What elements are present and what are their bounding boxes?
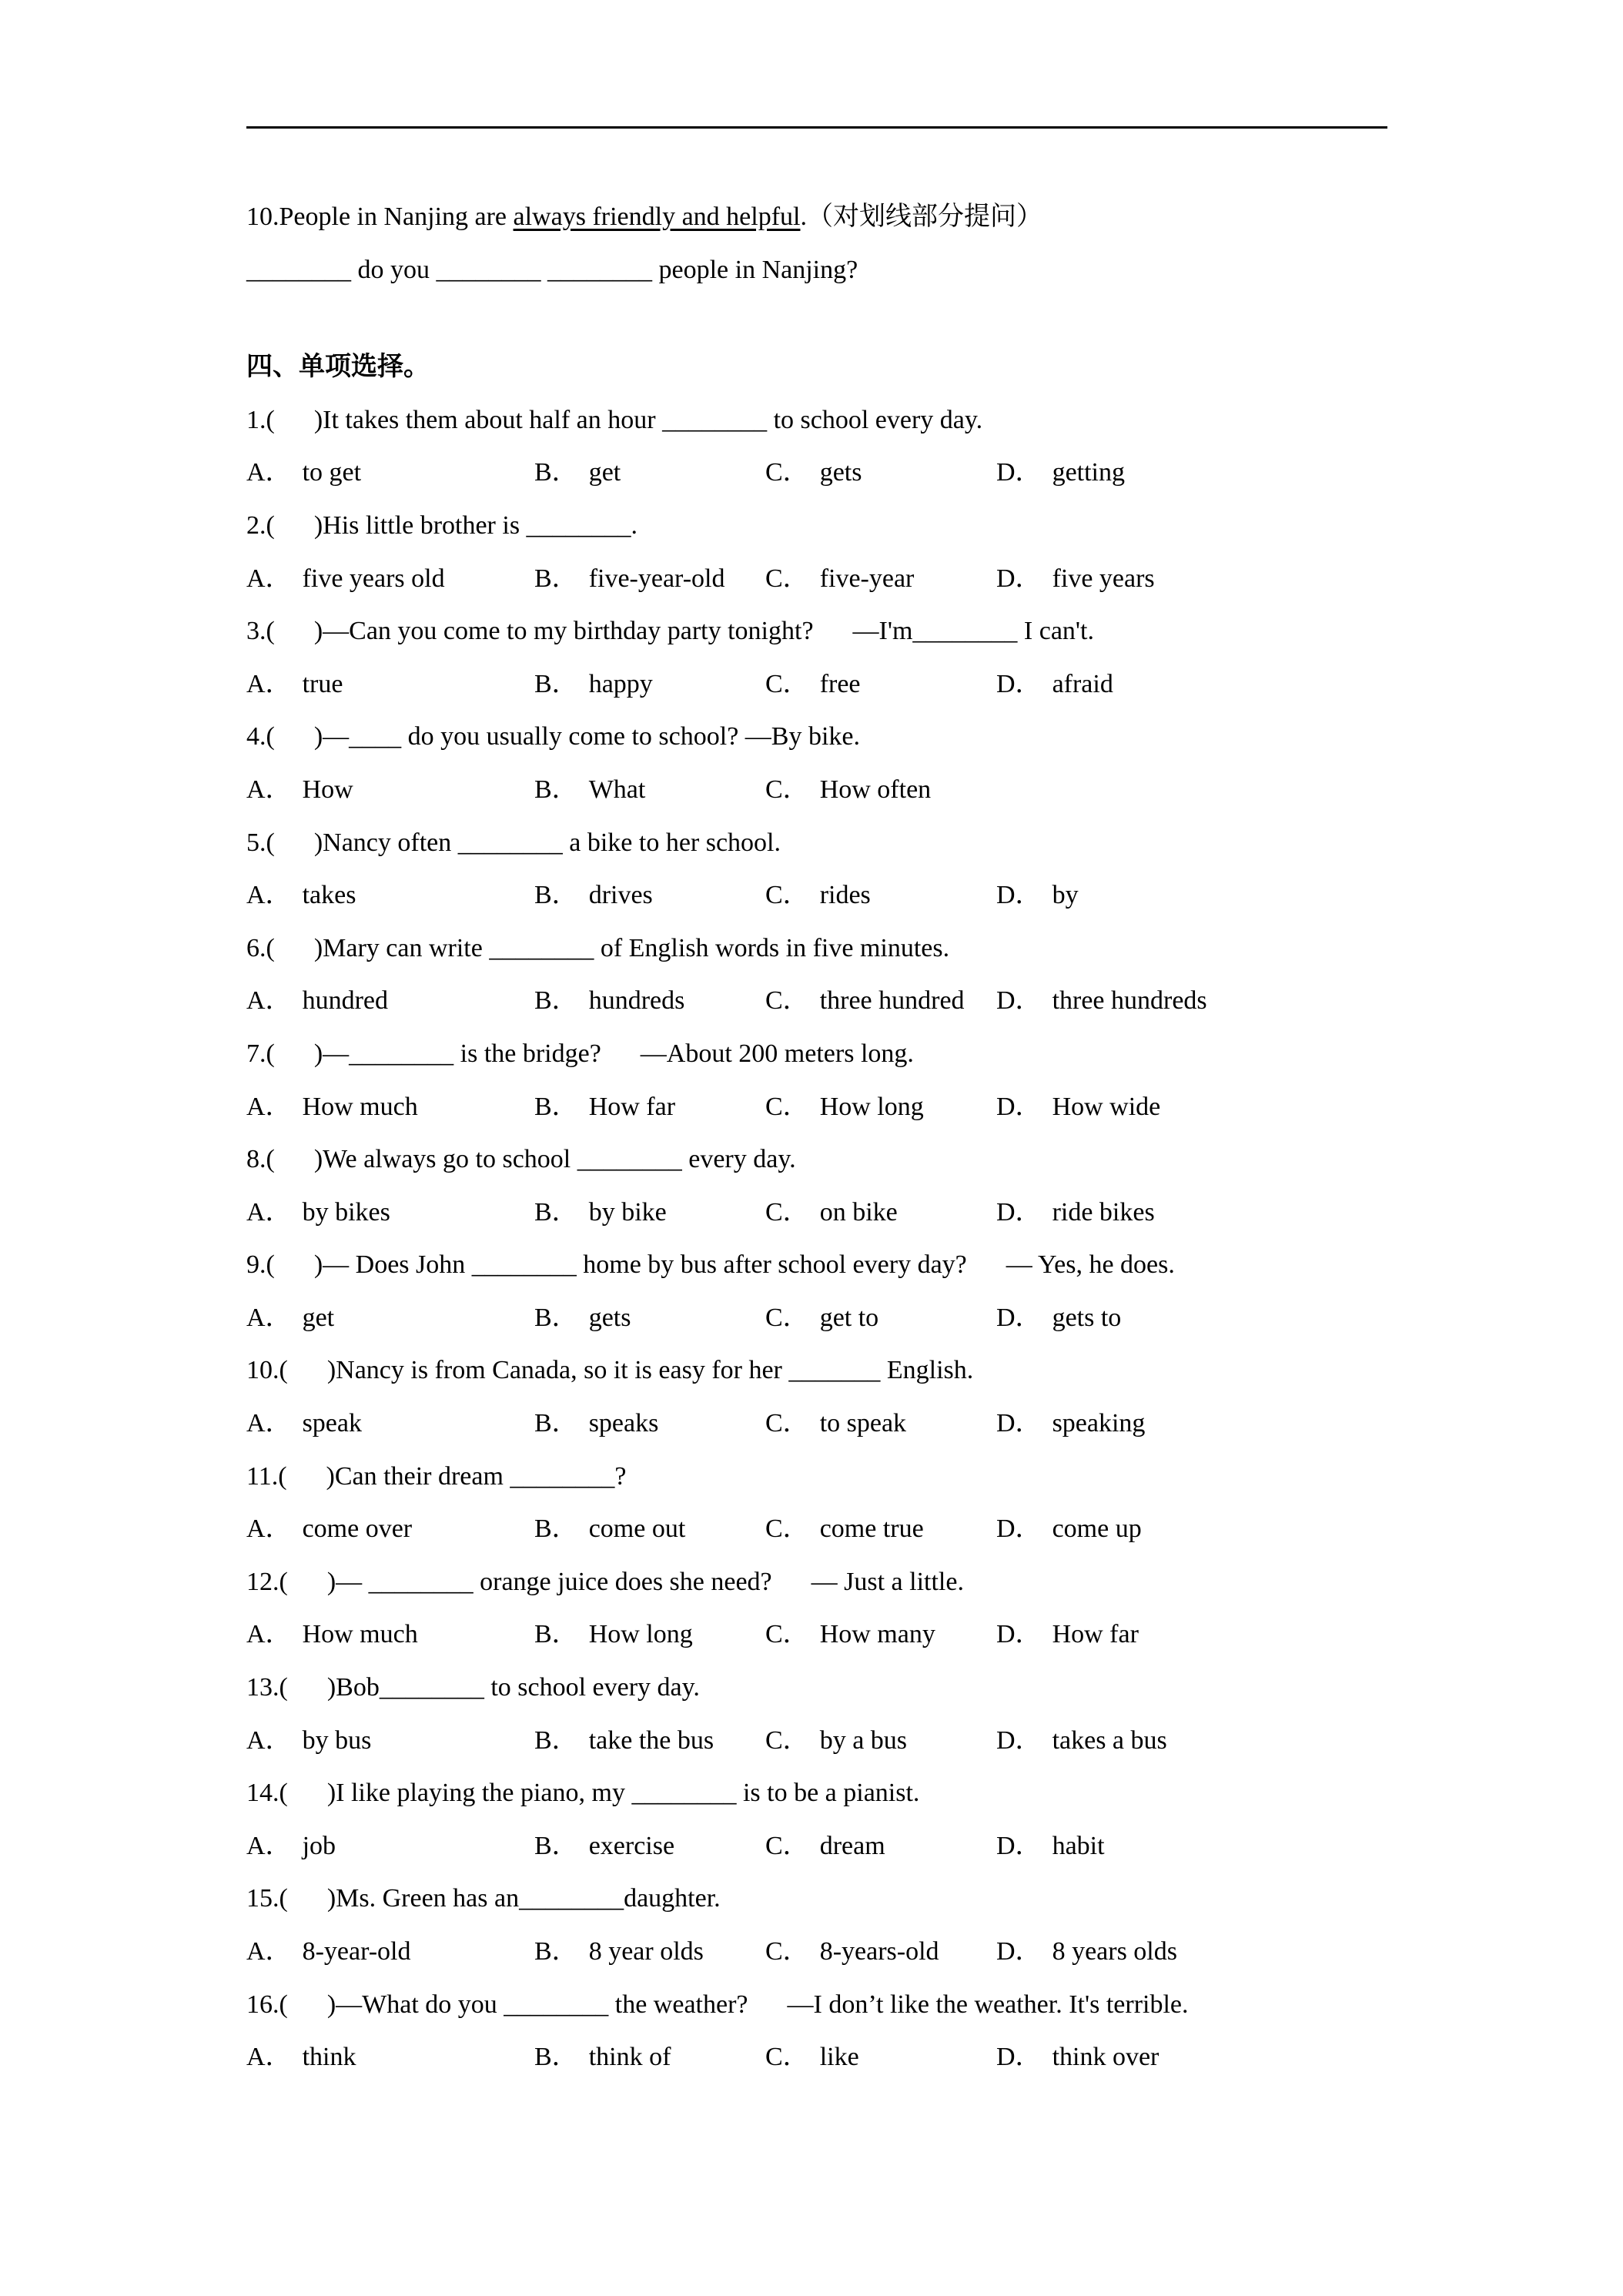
option-c[interactable] xyxy=(765,1503,924,1556)
option-label: A． xyxy=(246,986,292,1016)
option-d[interactable] xyxy=(996,1608,1139,1662)
option-label: B． xyxy=(534,775,578,804)
option-label: D． xyxy=(996,881,1042,910)
option-d[interactable] xyxy=(996,553,1155,606)
option-label: B． xyxy=(534,1725,578,1755)
option-d[interactable] xyxy=(996,869,1079,922)
option-label: C． xyxy=(765,1514,809,1544)
option-label: C． xyxy=(765,1409,809,1438)
section-heading: 四、单项选择。 xyxy=(246,353,430,382)
option-text: by xyxy=(1052,881,1079,910)
question-stem: 9.( )— Does John ________ home by bus after school every day? — Yes, he does. xyxy=(246,1250,1175,1280)
option-b[interactable] xyxy=(534,1715,714,1768)
option-a[interactable] xyxy=(246,2031,356,2084)
option-label: C． xyxy=(765,1725,809,1755)
option-text: to speak xyxy=(819,1409,907,1438)
option-row xyxy=(246,1715,1401,1768)
option-row xyxy=(246,1503,1401,1556)
option-b[interactable] xyxy=(534,1186,667,1240)
option-label: B． xyxy=(534,1514,578,1544)
option-text: by bike xyxy=(588,1197,667,1227)
option-label: C． xyxy=(765,1620,809,1649)
option-a[interactable] xyxy=(246,975,388,1028)
option-d[interactable] xyxy=(996,1503,1142,1556)
option-d[interactable] xyxy=(996,1715,1167,1768)
question-stem: 8.( )We always go to school ________ every day. xyxy=(246,1145,796,1174)
option-label: C． xyxy=(765,1092,809,1121)
option-label: C． xyxy=(765,1197,809,1227)
option-b[interactable] xyxy=(534,764,645,817)
option-text: come true xyxy=(819,1514,924,1544)
question-stem: 1.( )It takes them about half an hour ________ to school every day. xyxy=(246,405,983,434)
option-text: gets xyxy=(819,458,862,487)
option-b[interactable] xyxy=(534,975,684,1028)
option-text: by bikes xyxy=(302,1197,390,1227)
option-label: D． xyxy=(996,986,1042,1016)
option-c[interactable] xyxy=(765,975,965,1028)
option-b[interactable] xyxy=(534,1503,685,1556)
option-text: How often xyxy=(819,775,932,804)
option-text: How far xyxy=(1052,1620,1139,1649)
option-text: speak xyxy=(302,1409,362,1438)
option-text: five-year-old xyxy=(588,564,725,593)
option-text: dream xyxy=(819,1831,885,1860)
option-a[interactable] xyxy=(246,553,445,606)
option-b[interactable] xyxy=(534,1292,631,1345)
question-instruction: （对划线部分提问） xyxy=(806,202,1042,231)
option-text: happy xyxy=(588,669,653,698)
option-label: D． xyxy=(996,1937,1042,1966)
option-text: come up xyxy=(1052,1514,1142,1544)
option-text: like xyxy=(819,2043,859,2072)
option-text: ride bikes xyxy=(1052,1197,1155,1227)
option-label: A． xyxy=(246,1620,292,1649)
option-text: How long xyxy=(588,1620,693,1649)
option-label: B． xyxy=(534,881,578,910)
option-c[interactable] xyxy=(765,1186,898,1240)
question-list xyxy=(246,394,1401,2084)
option-label: D． xyxy=(996,2043,1042,2072)
option-d[interactable] xyxy=(996,447,1125,500)
option-b[interactable] xyxy=(534,869,653,922)
option-row xyxy=(246,1292,1401,1345)
option-label: D． xyxy=(996,564,1042,593)
option-text: 8 year olds xyxy=(588,1937,704,1966)
option-a[interactable] xyxy=(246,447,361,500)
option-text: 8-years-old xyxy=(819,1937,939,1966)
option-c[interactable] xyxy=(765,553,914,606)
option-row xyxy=(246,553,1401,606)
option-text: habit xyxy=(1052,1831,1105,1860)
option-text: by bus xyxy=(302,1725,372,1755)
option-d[interactable] xyxy=(996,658,1113,711)
option-text: How much xyxy=(302,1620,418,1649)
option-b[interactable] xyxy=(534,447,621,500)
option-text: five-year xyxy=(819,564,915,593)
option-a[interactable] xyxy=(246,1503,412,1556)
underlined-phrase: always friendly and helpful xyxy=(513,202,801,231)
option-label: C． xyxy=(765,2043,809,2072)
question-stem: 7.( )—________ is the bridge? —About 200 meters long. xyxy=(246,1039,914,1068)
option-label: D． xyxy=(996,1303,1042,1332)
option-label: A． xyxy=(246,458,292,487)
option-label: A． xyxy=(246,1937,292,1966)
option-text: three hundreds xyxy=(1052,986,1207,1016)
question-stem: 13.( )Bob________ to school every day. xyxy=(246,1673,700,1702)
option-c[interactable] xyxy=(765,1292,878,1345)
option-row xyxy=(246,1081,1401,1134)
option-text: gets xyxy=(588,1303,631,1332)
option-label: A． xyxy=(246,1831,292,1860)
option-text: free xyxy=(819,669,861,698)
option-text: How wide xyxy=(1052,1092,1161,1121)
option-row xyxy=(246,1608,1401,1662)
option-label: D． xyxy=(996,1409,1042,1438)
option-label: D． xyxy=(996,458,1042,487)
option-text: How far xyxy=(588,1092,676,1121)
option-b[interactable] xyxy=(534,658,653,711)
option-d[interactable] xyxy=(996,1397,1145,1451)
option-a[interactable] xyxy=(246,1608,418,1662)
question-stem: 14.( )I like playing the piano, my ________ is to be a pianist. xyxy=(246,1779,920,1808)
question-stem: 3.( )—Can you come to my birthday party tonight? —I'm________ I can't. xyxy=(246,617,1094,646)
option-text: speaking xyxy=(1052,1409,1146,1438)
option-label: D． xyxy=(996,669,1042,698)
option-label: C． xyxy=(765,669,809,698)
option-label: A． xyxy=(246,1514,292,1544)
option-c[interactable] xyxy=(765,2031,859,2084)
option-label: B． xyxy=(534,1197,578,1227)
option-label: A． xyxy=(246,669,292,698)
option-a[interactable] xyxy=(246,1081,418,1134)
option-b[interactable] xyxy=(534,1820,674,1873)
option-c[interactable] xyxy=(765,1081,924,1134)
option-label: D． xyxy=(996,1725,1042,1755)
option-label: C． xyxy=(765,986,809,1016)
option-text: to get xyxy=(302,458,362,487)
option-label: A． xyxy=(246,1092,292,1121)
option-text: get to xyxy=(819,1303,879,1332)
option-row xyxy=(246,764,1401,817)
option-c[interactable] xyxy=(765,447,862,500)
option-text: true xyxy=(302,669,343,698)
option-b[interactable] xyxy=(534,1926,704,1979)
option-a[interactable] xyxy=(246,1926,410,1979)
option-b[interactable] xyxy=(534,1081,675,1134)
option-row xyxy=(246,1926,1401,1979)
question-stem: 15.( )Ms. Green has an________daughter. xyxy=(246,1884,721,1913)
option-d[interactable] xyxy=(996,2031,1159,2084)
option-label: B． xyxy=(534,1303,578,1332)
option-text: gets to xyxy=(1052,1303,1122,1332)
option-d[interactable] xyxy=(996,975,1207,1028)
option-a[interactable] xyxy=(246,1715,371,1768)
option-text: take the bus xyxy=(588,1725,714,1755)
answer-line: ________ do you ________ ________ people in Nanjing? xyxy=(246,255,858,284)
option-label: C． xyxy=(765,1303,809,1332)
option-label: D． xyxy=(996,1092,1042,1121)
option-text: takes xyxy=(302,881,356,910)
header-rule xyxy=(246,126,1387,129)
option-text: get xyxy=(588,458,621,487)
option-text: How much xyxy=(302,1092,418,1121)
option-a[interactable] xyxy=(246,1397,362,1451)
option-text: What xyxy=(588,775,646,804)
option-d[interactable] xyxy=(996,1926,1177,1979)
option-row xyxy=(246,658,1401,711)
option-label: C． xyxy=(765,564,809,593)
option-text: drives xyxy=(588,881,653,910)
question-10-rewrite xyxy=(246,191,1401,244)
question-stem: 12.( )— ________ orange juice does she need? — Just a little. xyxy=(246,1567,964,1596)
option-label: B． xyxy=(534,669,578,698)
option-c[interactable] xyxy=(765,1608,935,1662)
option-label: D． xyxy=(996,1620,1042,1649)
option-text: exercise xyxy=(588,1831,675,1860)
option-label: B． xyxy=(534,458,578,487)
question-stem: 2.( )His little brother is ________. xyxy=(246,510,638,540)
option-text: 8-year-old xyxy=(302,1937,411,1966)
option-label: B． xyxy=(534,1831,578,1860)
option-b[interactable] xyxy=(534,2031,671,2084)
option-text: think of xyxy=(588,2043,671,2072)
option-label: A． xyxy=(246,564,292,593)
option-d[interactable] xyxy=(996,1186,1155,1240)
option-a[interactable] xyxy=(246,1292,334,1345)
option-label: B． xyxy=(534,564,578,593)
option-label: C． xyxy=(765,1937,809,1966)
option-label: A． xyxy=(246,2043,292,2072)
option-label: D． xyxy=(996,1197,1042,1227)
option-c[interactable] xyxy=(765,1926,939,1979)
option-row xyxy=(246,447,1401,500)
option-label: B． xyxy=(534,2043,578,2072)
option-text: hundreds xyxy=(588,986,685,1016)
option-c[interactable] xyxy=(765,869,871,922)
option-text: How long xyxy=(819,1092,924,1121)
option-label: D． xyxy=(996,1514,1042,1544)
question-text: People in Nanjing are xyxy=(279,202,514,231)
option-label: B． xyxy=(534,1409,578,1438)
option-a[interactable] xyxy=(246,869,356,922)
option-text: How xyxy=(302,775,353,804)
option-label: C． xyxy=(765,1831,809,1860)
option-d[interactable] xyxy=(996,1292,1121,1345)
option-c[interactable] xyxy=(765,1820,885,1873)
option-row xyxy=(246,869,1401,922)
question-stem: 16.( )—What do you ________ the weather? —I don’t like the weather. It's terrible. xyxy=(246,1990,1189,2019)
option-text: three hundred xyxy=(819,986,965,1016)
section-gap xyxy=(246,296,1401,341)
option-c[interactable] xyxy=(765,764,931,817)
option-text: by a bus xyxy=(819,1725,908,1755)
option-text: afraid xyxy=(1052,669,1113,698)
option-c[interactable] xyxy=(765,1397,906,1451)
option-label: A． xyxy=(246,1197,292,1227)
option-text: think xyxy=(302,2043,356,2072)
option-label: A． xyxy=(246,775,292,804)
option-a[interactable] xyxy=(246,658,343,711)
document-body xyxy=(246,191,1401,2084)
option-d[interactable] xyxy=(996,1820,1105,1873)
option-text: job xyxy=(302,1831,336,1860)
option-text: hundred xyxy=(302,986,388,1016)
question-number: 10. xyxy=(246,202,279,231)
option-a[interactable] xyxy=(246,1820,336,1873)
option-label: B． xyxy=(534,1620,578,1649)
question-text-end: . xyxy=(800,202,807,231)
question-stem: 4.( )—____ do you usually come to school? —By bike. xyxy=(246,722,861,751)
option-text: How many xyxy=(819,1620,935,1649)
option-b[interactable] xyxy=(534,553,724,606)
option-row xyxy=(246,1820,1401,1873)
option-label: C． xyxy=(765,458,809,487)
option-d[interactable] xyxy=(996,1081,1160,1134)
question-stem: 11.( )Can their dream ________? xyxy=(246,1461,627,1491)
option-b[interactable] xyxy=(534,1608,693,1662)
option-row xyxy=(246,975,1401,1028)
option-label: B． xyxy=(534,1092,578,1121)
question-stem: 10.( )Nancy is from Canada, so it is easy for her _______ English. xyxy=(246,1356,974,1385)
option-text: come over xyxy=(302,1514,413,1544)
option-label: C． xyxy=(765,881,809,910)
option-text: five years old xyxy=(302,564,445,593)
option-row xyxy=(246,1186,1401,1240)
option-text: speaks xyxy=(588,1409,659,1438)
option-text: 8 years olds xyxy=(1052,1937,1177,1966)
option-text: get xyxy=(302,1303,335,1332)
question-stem: 5.( )Nancy often ________ a bike to her school. xyxy=(246,828,781,857)
option-b[interactable] xyxy=(534,1397,658,1451)
option-c[interactable] xyxy=(765,658,861,711)
option-text: getting xyxy=(1052,458,1125,487)
option-text: think over xyxy=(1052,2043,1160,2072)
option-label: C． xyxy=(765,775,809,804)
option-label: A． xyxy=(246,881,292,910)
option-label: B． xyxy=(534,1937,578,1966)
option-text: five years xyxy=(1052,564,1155,593)
option-text: on bike xyxy=(819,1197,898,1227)
option-a[interactable] xyxy=(246,764,353,817)
option-label: A． xyxy=(246,1303,292,1332)
option-label: A． xyxy=(246,1409,292,1438)
question-stem: 6.( )Mary can write ________ of English words in five minutes. xyxy=(246,933,950,962)
option-text: takes a bus xyxy=(1052,1725,1167,1755)
option-row xyxy=(246,1397,1401,1451)
option-text: come out xyxy=(588,1514,686,1544)
option-label: D． xyxy=(996,1831,1042,1860)
option-a[interactable] xyxy=(246,1186,390,1240)
option-c[interactable] xyxy=(765,1715,907,1768)
option-label: B． xyxy=(534,986,578,1016)
option-label: A． xyxy=(246,1725,292,1755)
option-row xyxy=(246,2031,1401,2084)
option-text: rides xyxy=(819,881,871,910)
